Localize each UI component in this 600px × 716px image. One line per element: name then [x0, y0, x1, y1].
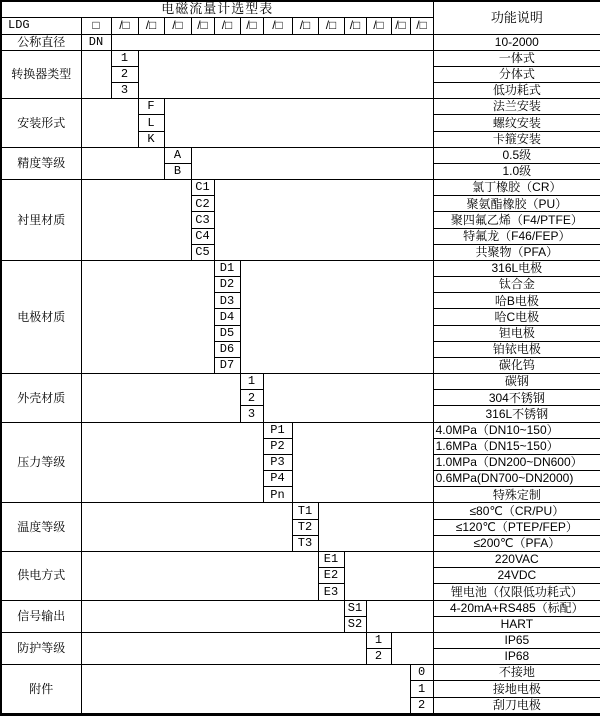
option-code-cell: DN [81, 34, 111, 50]
function-description-header: 功能说明 [433, 1, 600, 34]
option-code-cell: B [164, 163, 191, 179]
option-row [1, 552, 600, 568]
option-code-cell: E3 [318, 584, 344, 600]
option-code-cell: D2 [214, 277, 240, 293]
category-cell: 供电方式 [1, 552, 81, 601]
option-code-cell: E2 [318, 568, 344, 584]
category-cell: 防护等级 [1, 632, 81, 664]
option-code-cell: C5 [191, 244, 214, 260]
category-cell: 精度等级 [1, 147, 81, 179]
slash-code-box-cell: /□ [191, 17, 214, 34]
category-cell: 附件 [1, 665, 81, 715]
option-desc-cell: 聚四氟乙烯（F4/PTFE） [433, 212, 600, 228]
category-cell: 安装形式 [1, 99, 81, 148]
slash-code-box-cell: /□ [240, 17, 263, 34]
option-code-cell: C3 [191, 212, 214, 228]
option-row [1, 374, 600, 390]
option-desc-cell: 螺纹安装 [433, 115, 600, 131]
option-code-cell: 2 [410, 697, 433, 714]
option-row [1, 34, 600, 50]
option-desc-cell: 不接地 [433, 665, 600, 681]
option-code-cell: 1 [410, 681, 433, 697]
category-cell: 转换器类型 [1, 50, 81, 99]
option-desc-cell: 卡箍安装 [433, 131, 600, 147]
merged-empty-cell-right [292, 422, 433, 503]
table-title: 电磁流量计选型表 [1, 1, 433, 17]
option-desc-cell: 0.5级 [433, 147, 600, 163]
option-code-cell: S1 [344, 600, 366, 616]
option-desc-cell: 低功耗式 [433, 83, 600, 99]
category-cell: 公称直径 [1, 34, 81, 50]
option-desc-cell: 接地电极 [433, 681, 600, 697]
option-desc-cell: 4.0MPa（DN10~150） [433, 422, 600, 438]
option-code-cell: P4 [263, 471, 292, 487]
merged-empty-cell-right [111, 34, 433, 50]
option-desc-cell: HART [433, 616, 600, 632]
slash-code-box-cell: /□ [410, 17, 433, 34]
option-desc-cell: 特殊定制 [433, 487, 600, 503]
option-row [1, 503, 600, 519]
merged-empty-cell-right [164, 99, 433, 148]
first-code-box-cell: □ [81, 17, 111, 34]
merged-empty-cell-left [81, 260, 214, 373]
option-desc-cell: 分体式 [433, 66, 600, 82]
option-row [1, 180, 600, 196]
option-desc-cell: ≤120℃（PTEP/FEP） [433, 519, 600, 535]
option-code-cell: D3 [214, 293, 240, 309]
option-desc-cell: IP68 [433, 649, 600, 665]
category-cell: 温度等级 [1, 503, 81, 552]
option-code-cell: D1 [214, 260, 240, 276]
merged-empty-cell-left [81, 180, 191, 261]
option-row [1, 50, 600, 66]
option-code-cell: D7 [214, 357, 240, 373]
option-desc-cell: 316L电极 [433, 260, 600, 276]
option-code-cell: 2 [366, 649, 391, 665]
option-code-cell: C2 [191, 196, 214, 212]
merged-empty-cell-left [81, 147, 164, 179]
merged-empty-cell-right [344, 552, 433, 601]
option-desc-cell: 0.6MPa(DN700~DN2000) [433, 471, 600, 487]
merged-empty-cell-left [81, 632, 366, 664]
merged-empty-cell-right [240, 260, 433, 373]
option-code-cell: 2 [240, 390, 263, 406]
merged-empty-cell-right [318, 503, 433, 552]
option-code-cell: S2 [344, 616, 366, 632]
merged-empty-cell-right [391, 632, 433, 664]
option-desc-cell: 钛合金 [433, 277, 600, 293]
option-desc-cell: 锂电池（仅限低功耗式） [433, 584, 600, 600]
merged-empty-cell-left [81, 50, 111, 99]
option-code-cell: E1 [318, 552, 344, 568]
merged-empty-cell-right [214, 180, 433, 261]
option-code-cell: Pn [263, 487, 292, 503]
category-cell: 压力等级 [1, 422, 81, 503]
option-code-cell: 3 [111, 83, 138, 99]
category-cell: 衬里材质 [1, 180, 81, 261]
merged-empty-cell-right [263, 374, 433, 423]
category-cell: 信号输出 [1, 600, 81, 632]
option-code-cell: D4 [214, 309, 240, 325]
category-cell: 外壳材质 [1, 374, 81, 423]
slash-code-box-cell: /□ [214, 17, 240, 34]
merged-empty-cell-right [366, 600, 433, 632]
option-code-cell: C1 [191, 180, 214, 196]
option-code-cell: 3 [240, 406, 263, 422]
option-code-cell: L [138, 115, 164, 131]
option-desc-cell: 碳化钨 [433, 357, 600, 373]
slash-code-box-cell: /□ [292, 17, 318, 34]
option-code-cell: A [164, 147, 191, 163]
option-code-cell: P2 [263, 438, 292, 454]
option-desc-cell: 法兰安装 [433, 99, 600, 115]
option-desc-cell: 氯丁橡胶（CR） [433, 180, 600, 196]
option-desc-cell: 304不锈钢 [433, 390, 600, 406]
option-desc-cell: 316L不锈钢 [433, 406, 600, 422]
slash-code-box-cell: /□ [344, 17, 366, 34]
merged-empty-cell-right [191, 147, 433, 179]
option-code-cell: P1 [263, 422, 292, 438]
merged-empty-cell-left [81, 503, 292, 552]
option-desc-cell: 4-20mA+RS485（标配） [433, 600, 600, 616]
option-code-cell: T3 [292, 535, 318, 551]
slash-code-box-cell: /□ [263, 17, 292, 34]
option-code-cell: D6 [214, 341, 240, 357]
option-row [1, 99, 600, 115]
option-desc-cell: 共聚物（PFA） [433, 244, 600, 260]
option-desc-cell: IP65 [433, 632, 600, 648]
option-code-cell: 1 [240, 374, 263, 390]
option-desc-cell: 特氟龙（F46/FEP） [433, 228, 600, 244]
option-desc-cell: 1.0级 [433, 163, 600, 179]
option-desc-cell: 刮刀电极 [433, 697, 600, 714]
model-prefix-cell: LDG [1, 17, 81, 34]
slash-code-box-cell: /□ [164, 17, 191, 34]
option-code-cell: K [138, 131, 164, 147]
merged-empty-cell-left [81, 422, 263, 503]
option-desc-cell: 10-2000 [433, 34, 600, 50]
title-row [1, 1, 600, 17]
merged-empty-cell-left [81, 552, 318, 601]
selection-table-body [1, 1, 600, 715]
slash-code-box-cell: /□ [391, 17, 410, 34]
merged-empty-cell-right [138, 50, 433, 99]
option-code-cell: T1 [292, 503, 318, 519]
option-desc-cell: 1.0MPa（DN200~DN600） [433, 454, 600, 470]
option-code-cell: 1 [366, 632, 391, 648]
option-desc-cell: ≤80℃（CR/PU） [433, 503, 600, 519]
option-desc-cell: 一体式 [433, 50, 600, 66]
option-code-cell: 0 [410, 665, 433, 681]
slash-code-box-cell: /□ [366, 17, 391, 34]
merged-empty-cell-left [81, 374, 240, 423]
option-row [1, 600, 600, 616]
option-code-cell: P3 [263, 454, 292, 470]
option-desc-cell: 哈B电极 [433, 293, 600, 309]
option-code-cell: D5 [214, 325, 240, 341]
option-row [1, 422, 600, 438]
slash-code-box-cell: /□ [111, 17, 138, 34]
category-cell: 电极材质 [1, 260, 81, 373]
merged-empty-cell-left [81, 600, 344, 632]
option-desc-cell: 碳钢 [433, 374, 600, 390]
option-row [1, 260, 600, 276]
option-desc-cell: ≤200℃（PFA） [433, 535, 600, 551]
option-code-cell: T2 [292, 519, 318, 535]
option-row [1, 147, 600, 163]
option-desc-cell: 钽电极 [433, 325, 600, 341]
option-desc-cell: 聚氨酯橡胶（PU） [433, 196, 600, 212]
option-desc-cell: 哈C电极 [433, 309, 600, 325]
option-desc-cell: 220VAC [433, 552, 600, 568]
option-row [1, 632, 600, 648]
option-code-cell: 2 [111, 66, 138, 82]
option-code-cell: C4 [191, 228, 214, 244]
option-desc-cell: 1.6MPa（DN15~150） [433, 438, 600, 454]
slash-code-box-cell: /□ [138, 17, 164, 34]
option-desc-cell: 铂铱电极 [433, 341, 600, 357]
option-desc-cell: 24VDC [433, 568, 600, 584]
merged-empty-cell-left [81, 99, 138, 148]
option-row [1, 665, 600, 681]
merged-empty-cell-left [81, 665, 410, 715]
option-code-cell: F [138, 99, 164, 115]
option-code-cell: 1 [111, 50, 138, 66]
slash-code-box-cell: /□ [318, 17, 344, 34]
